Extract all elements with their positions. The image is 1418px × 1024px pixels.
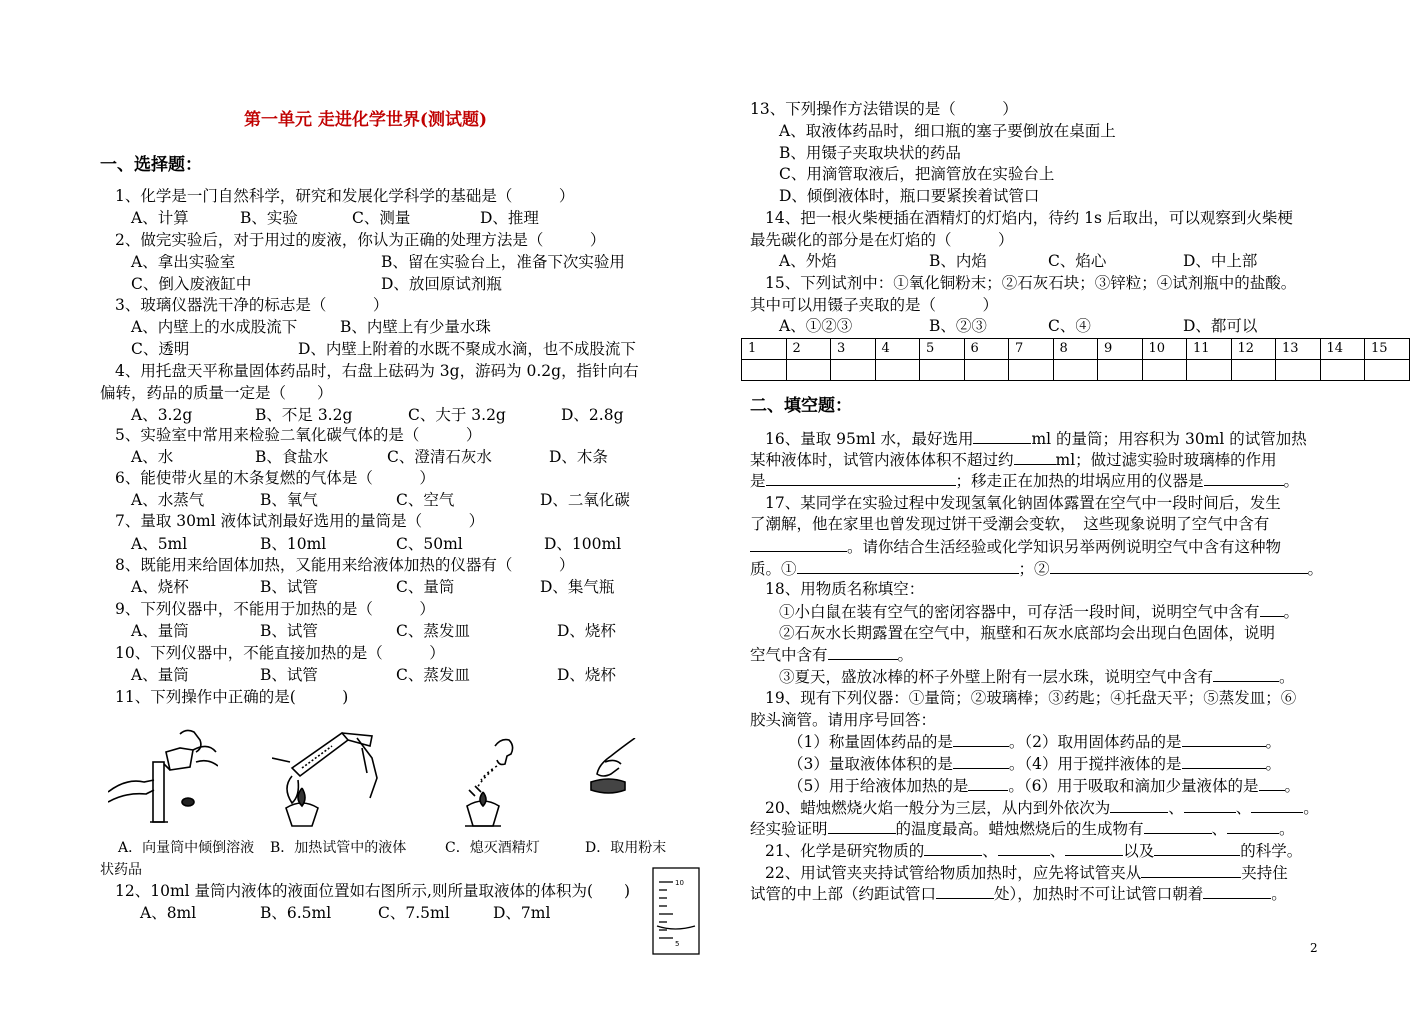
q17-blank-1[interactable] [750, 536, 847, 552]
question-6: 6、能使带火星的木条复燃的气体是（ ） [115, 469, 435, 487]
page-title: 第一单元 走进化学世界(测试题) [244, 110, 488, 130]
q22-text-d: 处），加热时不可让试管口朝着 [994, 885, 1204, 903]
q19-blank-4[interactable] [1182, 753, 1266, 769]
q6-option-b: B、氧气 [260, 491, 318, 509]
q14-option-a: A、外焰 [779, 252, 837, 270]
answer-cell[interactable] [1276, 360, 1321, 381]
q18-blank-1[interactable] [1260, 601, 1284, 617]
q14-option-b: B、内焰 [929, 252, 987, 270]
question-9: 9、下列仪器中，不能用于加热的是（ ） [115, 600, 435, 618]
q20-sep-3: 、 [1211, 820, 1228, 838]
question-19-row1 [788, 731, 1281, 752]
q12-option-c: C、7.5ml [378, 904, 450, 922]
q18-3-text: ③夏天，盛放冰棒的杯子外壁上附有一层水珠，说明空气中含有 [779, 668, 1214, 686]
q21-text-b: 以及 [1123, 842, 1155, 860]
answer-cell[interactable] [1009, 360, 1054, 381]
q1-option-c: C、测量 [352, 209, 411, 227]
page-number: 2 [1310, 941, 1318, 955]
q22-text-c: 试管的中上部（约距试管口 [750, 885, 937, 903]
question-17-line4 [750, 558, 1323, 579]
answer-cell[interactable] [786, 360, 831, 381]
q18-2-text: 空气中含有 [750, 646, 828, 664]
answer-grid-number: 10 [1142, 339, 1187, 360]
answer-cell[interactable] [1142, 360, 1187, 381]
graduated-cylinder-figure [651, 866, 701, 956]
q15-option-b: B、②③ [929, 317, 987, 335]
q17-blank-3[interactable] [1050, 558, 1308, 574]
answer-grid-number-row [742, 339, 1410, 360]
q6-option-c: C、空气 [396, 491, 455, 509]
q4-option-c: C、大于 3.2g [408, 406, 506, 424]
question-8: 8、既能用来给固体加热，又能用来给液体加热的仪器有（ ） [115, 556, 575, 574]
q15-option-a: A、①②③ [779, 317, 853, 335]
question-14-line2: 最先碳化的部分是在灯焰的（ ） [750, 231, 1014, 249]
question-1: 1、化学是一门自然科学，研究和发展化学科学的基础是（ ） [115, 187, 575, 205]
q18-blank-3[interactable] [1213, 666, 1279, 682]
q13-option-a: A、取液体药品时，细口瓶的塞子要倒放在桌面上 [779, 122, 1116, 140]
q16-text-e: 是 [750, 472, 766, 490]
question-17-line3 [750, 536, 1281, 557]
question-21 [765, 840, 1302, 861]
q16-blank-4[interactable] [1204, 470, 1284, 486]
answer-cell[interactable] [1231, 360, 1276, 381]
answer-grid-number: 3 [831, 339, 876, 360]
answer-grid-number: 14 [1320, 339, 1365, 360]
answer-cell[interactable] [831, 360, 876, 381]
question-22-line1 [765, 862, 1288, 883]
q20-blank-3[interactable] [1251, 797, 1303, 813]
q19-row3-end: 。 [1284, 777, 1301, 795]
q9-option-d: D、烧杯 [557, 622, 616, 640]
answer-grid-number: 11 [1187, 339, 1232, 360]
q21-blank-4[interactable] [1154, 840, 1240, 856]
q16-text-g: 。 [1283, 472, 1300, 490]
q18-1-text: ①小白鼠在装有空气的密闭容器中，可存活一段时间，说明空气中含有 [779, 603, 1260, 621]
question-22-line2 [750, 883, 1287, 904]
q12-option-b: B、6.5ml [260, 904, 332, 922]
section-choice-heading: 一、选择题： [100, 155, 202, 175]
q11-caption-d-tail: 状药品 [100, 862, 142, 878]
q6-option-a: A、水蒸气 [131, 491, 205, 509]
q7-option-a: A、5ml [131, 535, 188, 553]
answer-cell[interactable] [920, 360, 965, 381]
q9-option-a: A、量筒 [131, 622, 189, 640]
q21-sep-2: 、 [1049, 842, 1066, 860]
q20-blank-2[interactable] [1184, 797, 1236, 813]
question-17-line2: 了潮解，他在家里也曾发现过饼干受潮会变软， 这些现象说明了空气中含有 [750, 515, 1270, 533]
q14-option-c: C、焰心 [1048, 252, 1107, 270]
q22-blank-2[interactable] [936, 883, 994, 899]
answer-grid-number: 8 [1053, 339, 1098, 360]
question-17-line1: 17、某同学在实验过程中发现氢氧化钠固体露置在空气中一段时间后，发生 [765, 494, 1281, 512]
q20-sep-1: 、 [1168, 799, 1184, 817]
q15-option-d: D、都可以 [1183, 317, 1258, 335]
q21-blank-1[interactable] [924, 840, 982, 856]
q22-blank-3[interactable] [1203, 883, 1271, 899]
q3-option-c: C、透明 [131, 340, 190, 358]
q20-line1-end: 。 [1303, 799, 1319, 817]
q5-option-a: A、水 [131, 448, 174, 466]
q2-option-b: B、留在实验台上，准备下次实验用 [381, 253, 625, 271]
answer-cell[interactable] [1365, 360, 1410, 381]
question-18: 18、用物质名称填空： [765, 580, 925, 598]
q19-blank-1[interactable] [953, 731, 1009, 747]
q3-option-a: A、内壁上的水成股流下 [131, 318, 298, 336]
q4-option-b: B、不足 3.2g [255, 406, 353, 424]
answer-cell[interactable] [1053, 360, 1098, 381]
answer-cell[interactable] [964, 360, 1009, 381]
q10-option-b: B、试管 [260, 666, 318, 684]
question-2: 2、做完实验后，对于用过的废液，你认为正确的处理方法是（ ） [115, 231, 606, 249]
q22-text-b: 夹持住 [1241, 864, 1288, 882]
q21-text-a: 21、化学是研究物质的 [765, 842, 925, 860]
question-13: 13、下列操作方法错误的是（ ） [750, 100, 1018, 118]
question-19-row3 [788, 775, 1300, 796]
q16-text-f: ；移走正在加热的坩埚应用的仪器是 [955, 472, 1204, 490]
q17-blank-2[interactable] [797, 558, 1019, 574]
question-18-item2-line2 [750, 644, 913, 665]
q2-option-d: D、放回原试剂瓶 [381, 275, 502, 293]
q6-option-d: D、二氧化碳 [540, 491, 630, 509]
q19-row1-end: 。 [1265, 733, 1282, 751]
q7-option-b: B、10ml [260, 535, 327, 553]
question-11: 11、下列操作中正确的是( ) [115, 688, 349, 706]
answer-grid-number: 2 [786, 339, 831, 360]
q20-blank-6[interactable] [1227, 818, 1279, 834]
q11-caption-d: D．取用粉末 [585, 840, 667, 856]
q22-text-a: 22、用试管夹夹持试管给物质加热时，应先将试管夹从 [765, 864, 1142, 882]
q20-blank-5[interactable] [1144, 818, 1212, 834]
q9-option-b: B、试管 [260, 622, 318, 640]
q1-option-d: D、推理 [480, 209, 539, 227]
q20-text-b: 经实验证明 [750, 820, 828, 838]
q10-option-a: A、量筒 [131, 666, 189, 684]
q19-blank-6[interactable] [1259, 775, 1285, 791]
q21-blank-2[interactable] [998, 840, 1050, 856]
q21-blank-3[interactable] [1065, 840, 1123, 856]
q16-blank-2[interactable] [1014, 449, 1056, 465]
question-19-line1: 19、现有下列仪器：①量筒；②玻璃棒；③药匙；④托盘天平；⑤蒸发皿；⑥ [765, 689, 1297, 707]
question-16-line3 [750, 470, 1299, 491]
q3-option-b: B、内壁上有少量水珠 [340, 318, 491, 336]
q8-option-a: A、烧杯 [131, 578, 189, 596]
q19-blank-2[interactable] [1182, 731, 1266, 747]
q15-option-c: C、④ [1048, 317, 1091, 335]
question-20-line2 [750, 818, 1295, 839]
q8-option-c: C、量筒 [396, 578, 455, 596]
answer-grid-number: 9 [1098, 339, 1143, 360]
answer-cell[interactable] [875, 360, 920, 381]
q11-caption-b: B．加热试管中的液体 [270, 840, 407, 856]
q19-3-text: （3）量取液体体积的是 [788, 755, 953, 773]
q18-2-end: 。 [897, 646, 914, 664]
q19-1-text: （1）称量固体药品的是 [788, 733, 953, 751]
question-14-line1: 14、把一根火柴梗插在酒精灯的灯焰内，待约 1s 后取出，可以观察到火柴梗 [765, 209, 1293, 227]
question-15-line1: 15、下列试剂中：①氧化铜粉末；②石灰石块；③锌粒；④试剂瓶中的盐酸。 [765, 274, 1297, 292]
q1-option-b: B、实验 [240, 209, 298, 227]
answer-grid-number: 13 [1276, 339, 1321, 360]
q16-text-d: ml；做过滤实验时玻璃棒的作用 [1055, 451, 1277, 469]
powder-reagent-illustration [585, 738, 645, 808]
q16-blank-1[interactable] [973, 428, 1031, 444]
question-4-line2: 偏转，药品的质量一定是（ ） [100, 384, 333, 402]
q12-option-d: D、7ml [493, 904, 551, 922]
q16-text-a: 16、量取 95ml 水，最好选用 [765, 430, 974, 448]
answer-cell[interactable] [1098, 360, 1143, 381]
question-16-line2 [750, 449, 1277, 470]
q4-option-a: A、3.2g [131, 406, 193, 424]
question-18-item3 [779, 666, 1295, 687]
q21-text-c: 的科学。 [1240, 842, 1303, 860]
q8-option-b: B、试管 [260, 578, 318, 596]
q2-option-a: A、拿出实验室 [131, 253, 236, 271]
q7-option-d: D、100ml [544, 535, 622, 553]
q19-2-text: 。（2）取用固体药品的是 [1008, 733, 1182, 751]
q5-option-c: C、澄清石灰水 [387, 448, 492, 466]
question-16-line1 [765, 428, 1307, 449]
q19-4-text: 。（4）用于搅拌液体的是 [1008, 755, 1182, 773]
q19-5-text: （5）用于给液体加热的是 [788, 777, 969, 795]
q9-option-c: C、蒸发皿 [396, 622, 470, 640]
question-5: 5、实验室中常用来检验二氧化碳气体的是（ ） [115, 426, 482, 444]
q20-blank-4[interactable] [828, 818, 896, 834]
q19-6-text: 。（6）用于吸取和滴加少量液体的是 [1008, 777, 1259, 795]
answer-grid [741, 338, 1410, 381]
question-4-line1: 4、用托盘天平称量固体药品时，右盘上砝码为 3g，游码为 0.2g，指针向右 [115, 362, 639, 380]
heat-test-tube-illustration [272, 718, 392, 833]
q13-option-b: B、用镊子夹取块状的药品 [779, 144, 961, 162]
q5-option-b: B、食盐水 [255, 448, 329, 466]
question-15-line2: 其中可以用镊子夹取的是（ ） [750, 296, 999, 314]
q3-option-d: D、内壁上附着的水既不聚成水滴，也不成股流下 [298, 340, 636, 358]
answer-grid-answer-row [742, 360, 1410, 381]
q11-caption-c: C．熄灭酒精灯 [445, 840, 540, 856]
q8-option-d: D、集气瓶 [540, 578, 615, 596]
question-19-row2 [788, 753, 1281, 774]
answer-cell[interactable] [1187, 360, 1232, 381]
q20-sep-2: 、 [1235, 799, 1252, 817]
q5-option-d: D、木条 [549, 448, 608, 466]
q13-option-c: C、用滴管取液后，把滴管放在实验台上 [779, 165, 1055, 183]
question-18-item1 [779, 601, 1299, 622]
answer-cell[interactable] [742, 360, 787, 381]
question-10: 10、下列仪器中，不能直接加热的是（ ） [115, 644, 445, 662]
q10-option-d: D、烧杯 [557, 666, 616, 684]
q20-text-a: 20、蜡烛燃烧火焰一般分为三层，从内到外依次为 [765, 799, 1111, 817]
q10-option-c: C、蒸发皿 [396, 666, 470, 684]
q16-text-b: ml 的量筒；用容积为 30ml 的试管加热 [1031, 430, 1307, 448]
q19-blank-5[interactable] [968, 775, 1008, 791]
question-19-line2: 胶头滴管。请用序号回答： [750, 711, 937, 729]
q17-text-d: 质。① [750, 560, 797, 578]
q20-blank-1[interactable] [1110, 797, 1168, 813]
question-20-line1 [765, 797, 1319, 818]
q19-blank-3[interactable] [953, 753, 1009, 769]
answer-grid-number: 12 [1231, 339, 1276, 360]
cylinder-label-bottom: 5 [675, 940, 680, 948]
q14-option-d: D、中上部 [1183, 252, 1258, 270]
question-3: 3、玻璃仪器洗干净的标志是（ ） [115, 296, 389, 314]
section-fill-heading: 二、填空题： [750, 396, 852, 416]
q19-row2-end: 。 [1265, 755, 1282, 773]
q1-option-a: A、计算 [131, 209, 189, 227]
question-18-item2-line1: ②石灰水长期露置在空气中，瓶壁和石灰水底部均会出现白色固体，说明 [779, 624, 1276, 642]
answer-grid-number: 5 [920, 339, 965, 360]
q20-line2-end: 。 [1279, 820, 1295, 838]
q18-1-end: 。 [1283, 603, 1300, 621]
answer-grid-number: 15 [1365, 339, 1410, 360]
q22-blank-1[interactable] [1141, 862, 1241, 878]
q17-text-c: 。请你结合生活经验或化学知识另举两例说明空气中含有这种物 [847, 538, 1282, 556]
answer-cell[interactable] [1320, 360, 1365, 381]
q18-blank-2[interactable] [828, 644, 898, 660]
answer-grid-number: 4 [875, 339, 920, 360]
question-7: 7、量取 30ml 液体试剂最好选用的量筒是（ ） [115, 512, 485, 530]
q17-text-e: ；② [1018, 560, 1050, 578]
q2-option-c: C、倒入废液缸中 [131, 275, 252, 293]
q21-sep-1: 、 [982, 842, 998, 860]
question-12: 12、10ml 量筒内液体的液面位置如右图所示,则所量取液体的体积为( ) [115, 882, 631, 900]
cylinder-label-top: 10 [675, 879, 684, 887]
q17-text-f: 。 [1307, 560, 1324, 578]
q12-option-a: A、8ml [140, 904, 197, 922]
q7-option-c: C、50ml [396, 535, 463, 553]
q16-text-c: 某种液体时，试管内液体体积不超过约 [750, 451, 1014, 469]
answer-grid-number: 6 [964, 339, 1009, 360]
q18-3-end: 。 [1279, 668, 1295, 686]
answer-grid-number: 1 [742, 339, 787, 360]
q4-option-d: D、2.8g [561, 406, 624, 424]
q22-text-e: 。 [1271, 885, 1287, 903]
q16-blank-3[interactable] [766, 470, 956, 486]
answer-grid-number: 7 [1009, 339, 1054, 360]
pour-into-cylinder-illustration [108, 722, 218, 832]
extinguish-lamp-illustration [455, 726, 535, 836]
q11-caption-a: A．向量筒中倾倒溶液 [118, 840, 255, 856]
q13-option-d: D、倾倒液体时，瓶口要紧挨着试管口 [779, 187, 1040, 205]
q20-text-c: 的温度最高。蜡烛燃烧后的生成物有 [895, 820, 1144, 838]
